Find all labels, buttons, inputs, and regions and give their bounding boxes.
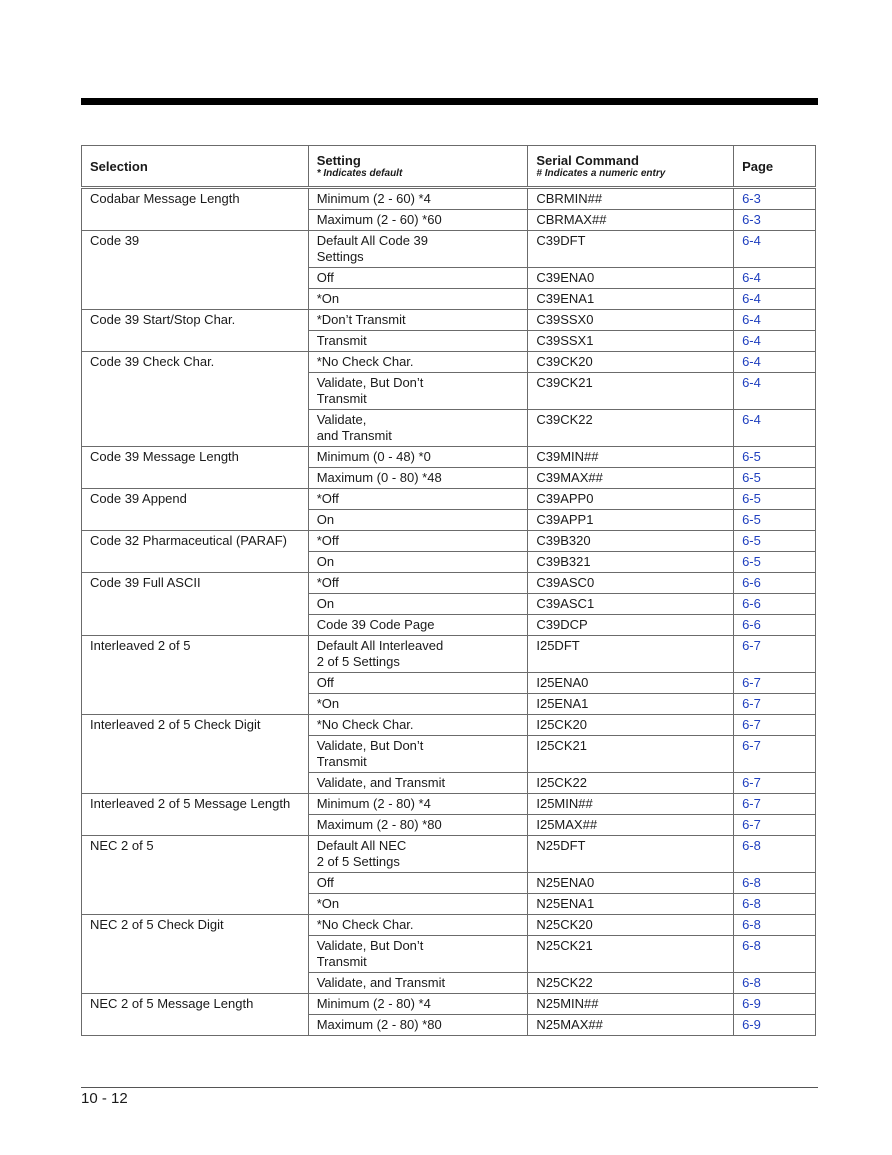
selection-cell: Codabar Message Length bbox=[82, 188, 309, 231]
page-link[interactable]: 6-3 bbox=[734, 210, 816, 231]
serial-command-cell: C39ASC1 bbox=[528, 594, 734, 615]
serial-command-cell: C39SSX0 bbox=[528, 310, 734, 331]
setting-cell: Validate, But Don’t Transmit bbox=[308, 936, 528, 973]
page-link[interactable]: 6-4 bbox=[734, 331, 816, 352]
setting-cell: Maximum (2 - 60) *60 bbox=[308, 210, 528, 231]
setting-cell: *Don’t Transmit bbox=[308, 310, 528, 331]
page-link[interactable]: 6-7 bbox=[734, 794, 816, 815]
setting-cell: Minimum (2 - 80) *4 bbox=[308, 794, 528, 815]
page-link[interactable]: 6-4 bbox=[734, 352, 816, 373]
setting-cell: Off bbox=[308, 673, 528, 694]
page-link[interactable]: 6-6 bbox=[734, 573, 816, 594]
setting-cell: On bbox=[308, 594, 528, 615]
setting-cell: Default All Code 39 Settings bbox=[308, 231, 528, 268]
page-link[interactable]: 6-7 bbox=[734, 773, 816, 794]
serial-command-cell: N25MIN## bbox=[528, 994, 734, 1015]
setting-cell: *No Check Char. bbox=[308, 715, 528, 736]
table-row bbox=[82, 573, 816, 594]
page-link[interactable]: 6-7 bbox=[734, 736, 816, 773]
page-link[interactable]: 6-8 bbox=[734, 873, 816, 894]
page-link[interactable]: 6-7 bbox=[734, 715, 816, 736]
serial-command-cell: I25MIN## bbox=[528, 794, 734, 815]
serial-command-cell: C39MIN## bbox=[528, 447, 734, 468]
page-header: Page bbox=[734, 146, 816, 188]
page-link[interactable]: 6-5 bbox=[734, 510, 816, 531]
serial-command-cell: N25MAX## bbox=[528, 1015, 734, 1036]
page-link[interactable]: 6-6 bbox=[734, 594, 816, 615]
setting-cell: Minimum (0 - 48) *0 bbox=[308, 447, 528, 468]
default-note: * Indicates default bbox=[316, 167, 403, 179]
page-link[interactable]: 6-8 bbox=[734, 973, 816, 994]
serial-command-cell: I25ENA0 bbox=[528, 673, 734, 694]
serial-command-cell: C39MAX## bbox=[528, 468, 734, 489]
setting-cell: On bbox=[308, 552, 528, 573]
table-row bbox=[82, 994, 816, 1015]
setting-cell: *Off bbox=[308, 531, 528, 552]
selection-cell: Code 39 bbox=[82, 231, 309, 310]
serial-command-cell: CBRMAX## bbox=[528, 210, 734, 231]
selection-cell: Interleaved 2 of 5 Message Length bbox=[82, 794, 309, 836]
setting-cell: Minimum (2 - 60) *4 bbox=[308, 188, 528, 210]
table-row bbox=[82, 188, 816, 210]
table-row bbox=[82, 794, 816, 815]
page-link[interactable]: 6-9 bbox=[734, 1015, 816, 1036]
serial-command-cell: C39APP1 bbox=[528, 510, 734, 531]
serial-command-table bbox=[81, 145, 816, 1036]
table-body bbox=[82, 188, 816, 1036]
serial-command-cell: I25CK20 bbox=[528, 715, 734, 736]
setting-cell: Validate, and Transmit bbox=[308, 410, 528, 447]
selection-cell: Code 39 Start/Stop Char. bbox=[82, 310, 309, 352]
setting-cell: Maximum (2 - 80) *80 bbox=[308, 1015, 528, 1036]
page-link[interactable]: 6-4 bbox=[734, 268, 816, 289]
setting-cell: *On bbox=[308, 694, 528, 715]
serial-command-cell: C39ENA0 bbox=[528, 268, 734, 289]
table-row bbox=[82, 231, 816, 268]
selection-cell: Interleaved 2 of 5 Check Digit bbox=[82, 715, 309, 794]
serial-command-cell: N25CK21 bbox=[528, 936, 734, 973]
serial-command-cell: C39CK21 bbox=[528, 373, 734, 410]
page-link[interactable]: 6-4 bbox=[734, 373, 816, 410]
page-link[interactable]: 6-5 bbox=[734, 531, 816, 552]
selection-header: Selection bbox=[82, 146, 309, 188]
serial-command-cell: C39SSX1 bbox=[528, 331, 734, 352]
page-link[interactable]: 6-7 bbox=[734, 694, 816, 715]
serial-command-cell: C39B320 bbox=[528, 531, 734, 552]
selection-cell: Code 39 Check Char. bbox=[82, 352, 309, 447]
page-link[interactable]: 6-5 bbox=[734, 489, 816, 510]
setting-cell: Validate, and Transmit bbox=[308, 973, 528, 994]
setting-cell: Default All Interleaved 2 of 5 Settings bbox=[308, 636, 528, 673]
page-link[interactable]: 6-7 bbox=[734, 673, 816, 694]
setting-cell: On bbox=[308, 510, 528, 531]
table-row bbox=[82, 531, 816, 552]
serial-command-cell: C39CK20 bbox=[528, 352, 734, 373]
serial-command-cell: I25DFT bbox=[528, 636, 734, 673]
serial-command-cell: N25CK22 bbox=[528, 973, 734, 994]
table-row bbox=[82, 352, 816, 373]
selection-cell: Code 39 Full ASCII bbox=[82, 573, 309, 636]
setting-header: Setting * Indicates default bbox=[308, 146, 528, 188]
page-number: 10 - 12 bbox=[81, 1090, 128, 1107]
page-link[interactable]: 6-8 bbox=[734, 894, 816, 915]
setting-cell: *On bbox=[308, 894, 528, 915]
page-link[interactable]: 6-4 bbox=[734, 410, 816, 447]
selection-cell: Interleaved 2 of 5 bbox=[82, 636, 309, 715]
setting-cell: Default All NEC 2 of 5 Settings bbox=[308, 836, 528, 873]
table-row bbox=[82, 636, 816, 673]
page-link[interactable]: 6-3 bbox=[734, 188, 816, 210]
table-row bbox=[82, 310, 816, 331]
serial-command-cell: N25ENA0 bbox=[528, 873, 734, 894]
setting-cell: Transmit bbox=[308, 331, 528, 352]
page-link[interactable]: 6-9 bbox=[734, 994, 816, 1015]
serial-command-cell: I25ENA1 bbox=[528, 694, 734, 715]
table-row bbox=[82, 715, 816, 736]
page-link[interactable]: 6-5 bbox=[734, 447, 816, 468]
numeric-entry-note: # Indicates a numeric entry bbox=[536, 167, 666, 179]
setting-cell: Code 39 Code Page bbox=[308, 615, 528, 636]
selection-cell: Code 32 Pharmaceutical (PARAF) bbox=[82, 531, 309, 573]
setting-cell: *Off bbox=[308, 573, 528, 594]
setting-cell: Off bbox=[308, 873, 528, 894]
serial-command-cell: N25DFT bbox=[528, 836, 734, 873]
footer-rule bbox=[81, 1087, 818, 1088]
setting-cell: Validate, But Don’t Transmit bbox=[308, 736, 528, 773]
selection-cell: Code 39 Append bbox=[82, 489, 309, 531]
serial-command-cell: C39ENA1 bbox=[528, 289, 734, 310]
selection-cell: NEC 2 of 5 bbox=[82, 836, 309, 915]
serial-command-cell: C39B321 bbox=[528, 552, 734, 573]
setting-cell: *No Check Char. bbox=[308, 915, 528, 936]
page-link[interactable]: 6-4 bbox=[734, 231, 816, 268]
page-link[interactable]: 6-5 bbox=[734, 468, 816, 489]
table-row bbox=[82, 836, 816, 873]
setting-cell: *Off bbox=[308, 489, 528, 510]
table-row bbox=[82, 447, 816, 468]
page-link[interactable]: 6-8 bbox=[734, 915, 816, 936]
setting-cell: *No Check Char. bbox=[308, 352, 528, 373]
serial-command-cell: N25CK20 bbox=[528, 915, 734, 936]
table-row bbox=[82, 915, 816, 936]
setting-cell: Maximum (0 - 80) *48 bbox=[308, 468, 528, 489]
setting-cell: *On bbox=[308, 289, 528, 310]
serial-command-cell: N25ENA1 bbox=[528, 894, 734, 915]
serial-command-cell: I25CK21 bbox=[528, 736, 734, 773]
selection-cell: Code 39 Message Length bbox=[82, 447, 309, 489]
serial-command-cell: C39DCP bbox=[528, 615, 734, 636]
serial-command-cell: C39CK22 bbox=[528, 410, 734, 447]
page-link[interactable]: 6-4 bbox=[734, 289, 816, 310]
page-link[interactable]: 6-6 bbox=[734, 615, 816, 636]
serial-command-cell: I25CK22 bbox=[528, 773, 734, 794]
page-link[interactable]: 6-4 bbox=[734, 310, 816, 331]
serial-command-cell: I25MAX## bbox=[528, 815, 734, 836]
setting-cell: Maximum (2 - 80) *80 bbox=[308, 815, 528, 836]
header-rule bbox=[81, 98, 818, 105]
serial-command-cell: C39DFT bbox=[528, 231, 734, 268]
page-link[interactable]: 6-8 bbox=[734, 836, 816, 873]
setting-cell: Validate, and Transmit bbox=[308, 773, 528, 794]
page-link[interactable]: 6-7 bbox=[734, 815, 816, 836]
setting-cell: Validate, But Don’t Transmit bbox=[308, 373, 528, 410]
table-header-row bbox=[82, 146, 816, 188]
setting-cell: Off bbox=[308, 268, 528, 289]
serial-command-header: Serial Command # Indicates a numeric entry bbox=[528, 146, 734, 188]
page-link[interactable]: 6-5 bbox=[734, 552, 816, 573]
selection-cell: NEC 2 of 5 Check Digit bbox=[82, 915, 309, 994]
setting-cell: Minimum (2 - 80) *4 bbox=[308, 994, 528, 1015]
page-link[interactable]: 6-8 bbox=[734, 936, 816, 973]
page-link[interactable]: 6-7 bbox=[734, 636, 816, 673]
serial-command-cell: C39APP0 bbox=[528, 489, 734, 510]
serial-command-cell: CBRMIN## bbox=[528, 188, 734, 210]
table-row bbox=[82, 489, 816, 510]
selection-cell: NEC 2 of 5 Message Length bbox=[82, 994, 309, 1036]
serial-command-cell: C39ASC0 bbox=[528, 573, 734, 594]
